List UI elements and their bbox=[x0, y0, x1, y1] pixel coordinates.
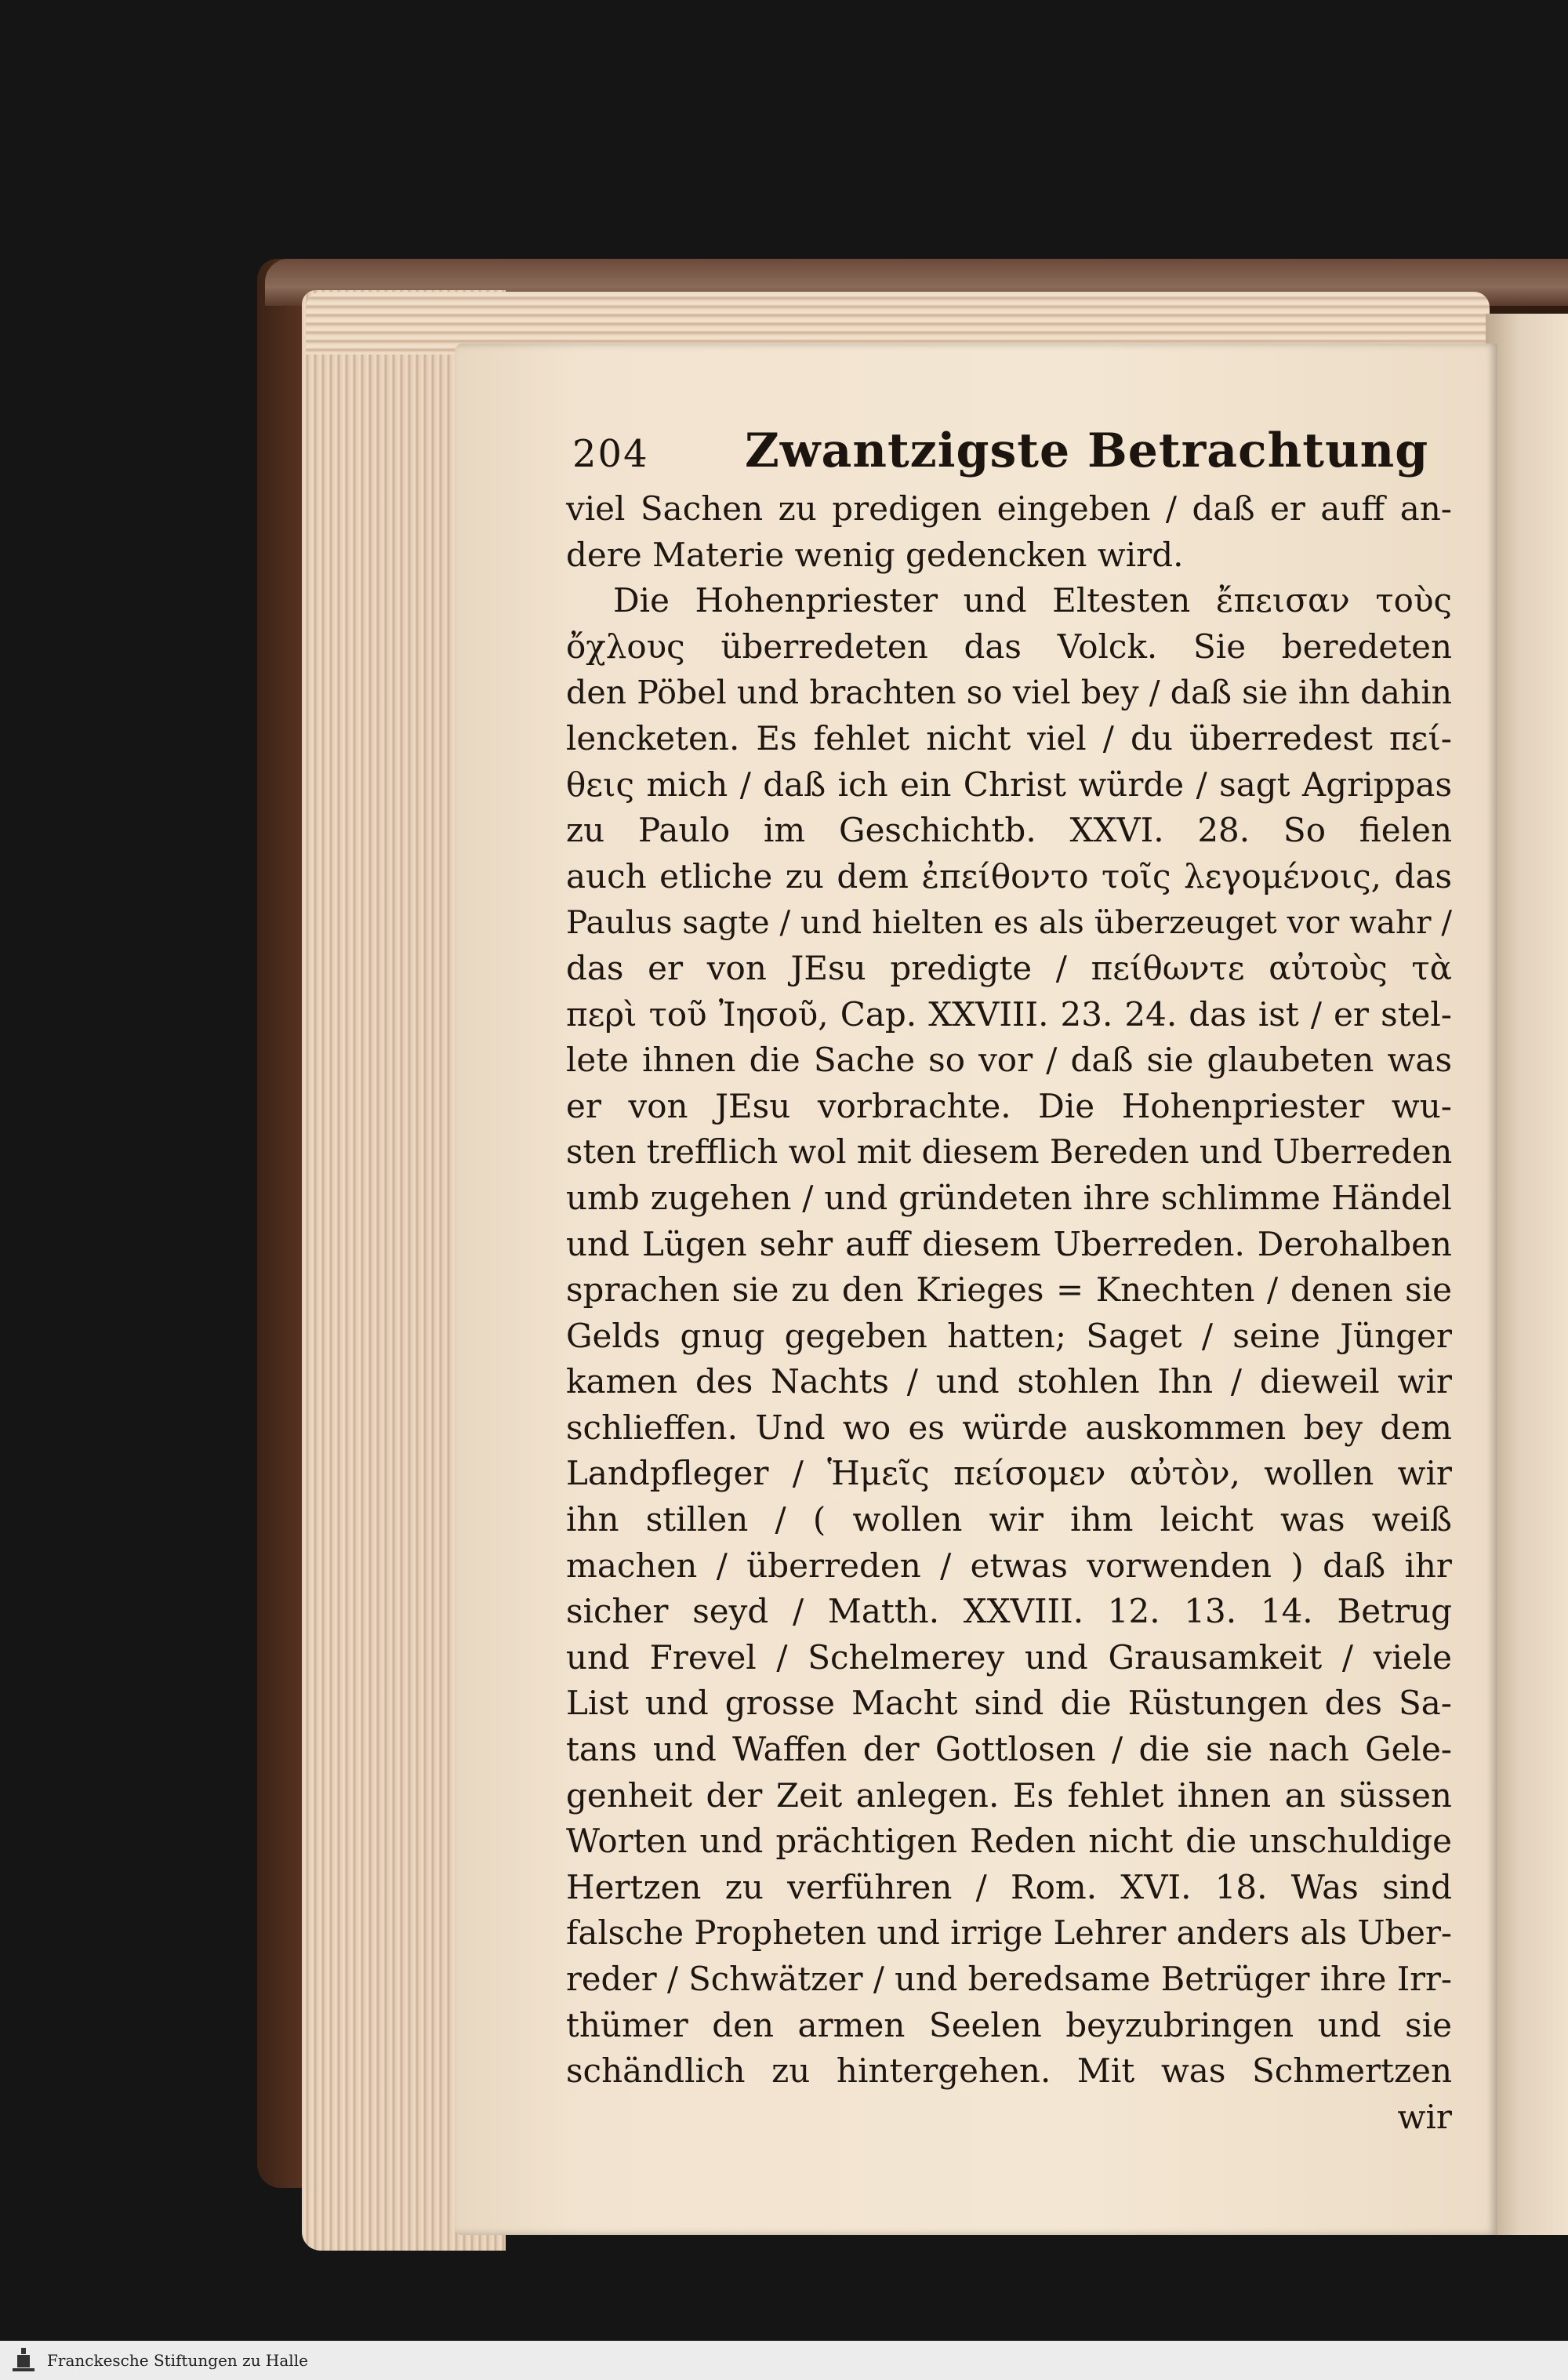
text-line: umb zugehen / und gründeten ihre schlimme Händel bbox=[566, 1178, 1452, 1217]
text-line: schlieffen. Und wo es würde auskommen bey dem bbox=[566, 1408, 1452, 1447]
text-line: und Frevel / Schelmerey und Grausamkeit / viele bbox=[566, 1637, 1452, 1677]
text-line: er von JEsu vorbrachte. Die Hohenpriester wu- bbox=[566, 1086, 1452, 1125]
text-line: zu Paulo im Geschichtb. XXVI. 28. So fielen bbox=[566, 811, 1452, 850]
text-line: ὄχλους überredeten das Volck. Sie beredeten bbox=[566, 627, 1452, 666]
text-line: Hertzen zu verführen / Rom. XVI. 18. Was sind bbox=[566, 1867, 1452, 1906]
text-line: kamen des Nachts / und stohlen Ihn / dieweil wir bbox=[566, 1362, 1452, 1401]
text-line: lete ihnen die Sache so vor / daß sie glaubeten was bbox=[566, 1041, 1452, 1080]
page-number: 204 bbox=[572, 432, 649, 476]
text-line: dere Materie wenig gedencken wird. bbox=[566, 535, 1184, 574]
text-line: schändlich zu hintergehen. Mit was Schmertzen bbox=[566, 2051, 1452, 2091]
text-line: das er von JEsu predigte / πείθωντε αὐτοὺς τὰ bbox=[566, 948, 1452, 987]
page-header bbox=[572, 423, 1435, 486]
text-line: lencketen. Es fehlet nicht viel / du überredest πεί- bbox=[566, 718, 1452, 758]
running-head: Zwantzigste Betrachtung bbox=[745, 423, 1429, 478]
text-line: falsche Propheten und irrige Lehrer anders als Uber- bbox=[566, 1913, 1452, 1953]
text-line: List und grosse Macht sind die Rüstungen des Sa- bbox=[566, 1684, 1452, 1723]
text-line: Die Hohenpriester und Eltesten ἔπεισαν τοὺς bbox=[613, 581, 1452, 620]
text-line: und Lügen sehr auff diesem Uberreden. Derohalben bbox=[566, 1224, 1452, 1263]
text-line: Landpfleger / Ἡμεῖς πείσομεν αὐτὸν, wollen wir bbox=[566, 1454, 1452, 1493]
text-line: reder / Schwätzer / und beredsame Betrüger ihre Irr- bbox=[566, 1960, 1452, 1998]
footer-bar bbox=[0, 2341, 1568, 2380]
text-line: genheit der Zeit anlegen. Es fehlet ihnen an süssen bbox=[566, 1775, 1452, 1815]
text-line: Worten und prächtigen Reden nicht die unschuldige bbox=[566, 1822, 1452, 1861]
text-line: sten trefflich wol mit diesem Bereden und Uberreden bbox=[566, 1132, 1453, 1172]
text-line: ihn stillen / ( wollen wir ihm leicht was weiß bbox=[566, 1500, 1452, 1539]
page-text bbox=[566, 486, 1452, 2140]
facing-page bbox=[1486, 314, 1568, 2235]
text-line: tans und Waffen der Gottlosen / die sie nach Gele- bbox=[566, 1730, 1452, 1769]
catchword: wir bbox=[1397, 2097, 1452, 2136]
footer-institution: Franckesche Stiftungen zu Halle bbox=[47, 2351, 308, 2370]
text-line: περὶ τοῦ Ἰησοῦ, Cap. XXVIII. 23. 24. das ist / er stel- bbox=[566, 994, 1452, 1034]
text-line: Gelds gnug gegeben hatten; Saget / seine Jünger bbox=[566, 1316, 1452, 1355]
text-line: den Pöbel und brachten so viel bey / daß sie ihn dahin bbox=[566, 674, 1452, 712]
text-line: θεις mich / daß ich ein Christ würde / sagt Agrippas bbox=[566, 765, 1452, 804]
text-line: Paulus sagte / und hielten es als überzeuget vor wahr / bbox=[566, 903, 1452, 942]
francke-foundations-logo-icon bbox=[8, 2345, 39, 2376]
text-line: thümer den armen Seelen beyzubringen und sie bbox=[566, 2005, 1452, 2044]
text-line: viel Sachen zu predigen eingeben / daß er auff an- bbox=[566, 489, 1452, 528]
text-line: sprachen sie zu den Krieges = Knechten / denen sie bbox=[566, 1270, 1452, 1310]
text-line: sicher seyd / Matth. XXVIII. 12. 13. 14. Betrug bbox=[566, 1592, 1452, 1631]
text-line: machen / überreden / etwas vorwenden ) daß ihr bbox=[566, 1546, 1452, 1585]
text-line: auch etliche zu dem ἐπείθοντο τοῖς λεγομένοις, das bbox=[566, 856, 1452, 896]
